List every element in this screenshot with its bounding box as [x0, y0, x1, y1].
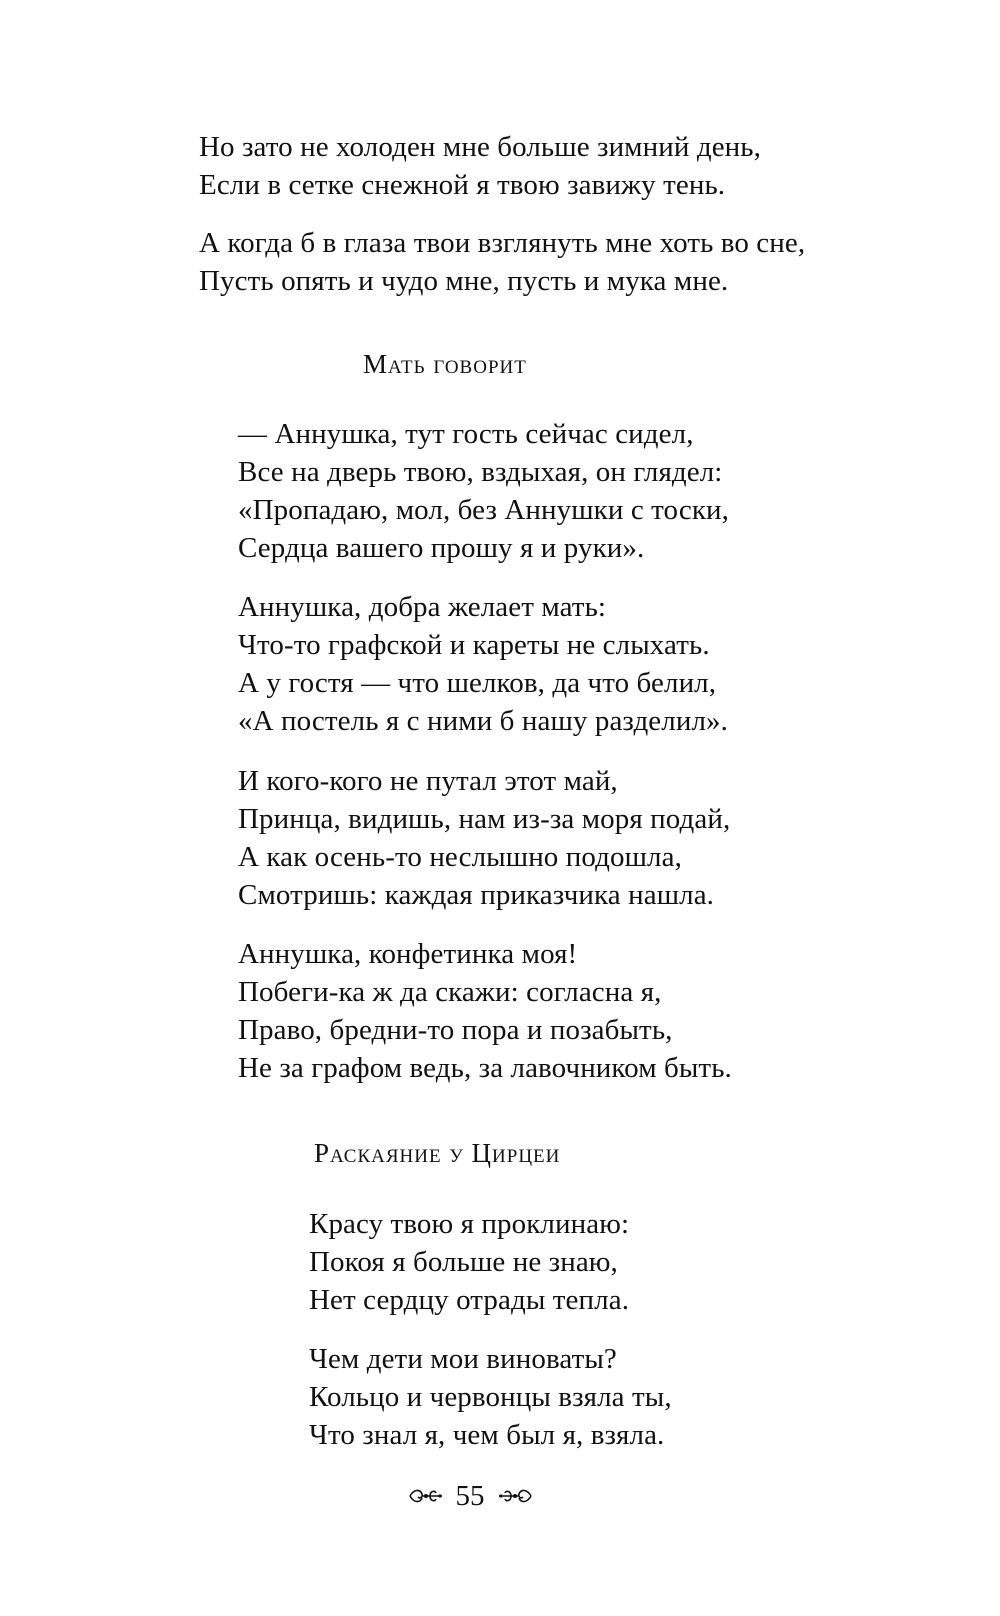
- poem-line: Что-то графской и кареты не слыхать.: [238, 629, 710, 661]
- page-number: 55: [455, 1480, 485, 1512]
- intro-line: А когда б в глаза твои взглянуть мне хоть во сне,: [199, 227, 806, 259]
- poem-line: «Пропадаю, мол, без Аннушки с тоски,: [238, 494, 730, 526]
- poem-line: Аннушка, добра желает мать:: [238, 591, 607, 623]
- intro-line: Но зато не холоден мне больше зимний день,: [199, 131, 761, 163]
- poem-line: Нет сердцу отрады тепла.: [309, 1284, 630, 1316]
- poem-line: А как осень-то неслышно подошла,: [238, 841, 682, 873]
- poem-line: Право, бредни-то пора и позабыть,: [238, 1014, 673, 1046]
- intro-line: Пусть опять и чудо мне, пусть и мука мне.: [199, 265, 729, 297]
- poem-line: Аннушка, конфетинка моя!: [238, 938, 578, 970]
- poem-line: Что знал я, чем был я, взяла.: [309, 1419, 665, 1451]
- floral-fleuron-icon: [408, 1485, 444, 1507]
- poem-line: Не за графом ведь, за лавочником быть.: [238, 1052, 732, 1084]
- poem-title: Раскаяние у Цирцеи: [314, 1138, 561, 1168]
- poem-line: Кольцо и червонцы взяла ты,: [309, 1381, 672, 1413]
- poem-line: Смотришь: каждая приказчика нашла.: [238, 879, 715, 911]
- poem-line: Сердца вашего прошу я и руки».: [238, 532, 645, 564]
- poem-line: — Аннушка, тут гость сейчас сидел,: [238, 418, 694, 450]
- poem-line: Все на дверь твою, вздыхая, он глядел:: [238, 456, 723, 488]
- poem-line: Покоя я больше не знаю,: [309, 1246, 618, 1278]
- page-footer: [0, 1478, 940, 1514]
- poem-line: И кого-кого не путал этот май,: [238, 765, 618, 797]
- poem-line: А у гостя — что шелков, да что белил,: [238, 667, 717, 699]
- poem-line: Побеги-ка ж да скажи: согласна я,: [238, 976, 662, 1008]
- poem-line: «А постель я с ними б нашу разделил».: [238, 705, 728, 737]
- poem-line: Принца, видишь, нам из-за моря подай,: [238, 803, 731, 835]
- poem-title: Мать говорит: [363, 349, 527, 379]
- poem-line: Чем дети мои виноваты?: [309, 1343, 617, 1375]
- intro-line: Если в сетке снежной я твою завижу тень.: [199, 169, 726, 201]
- floral-fleuron-icon: [497, 1485, 533, 1507]
- poem-line: Красу твою я проклинаю:: [309, 1208, 630, 1240]
